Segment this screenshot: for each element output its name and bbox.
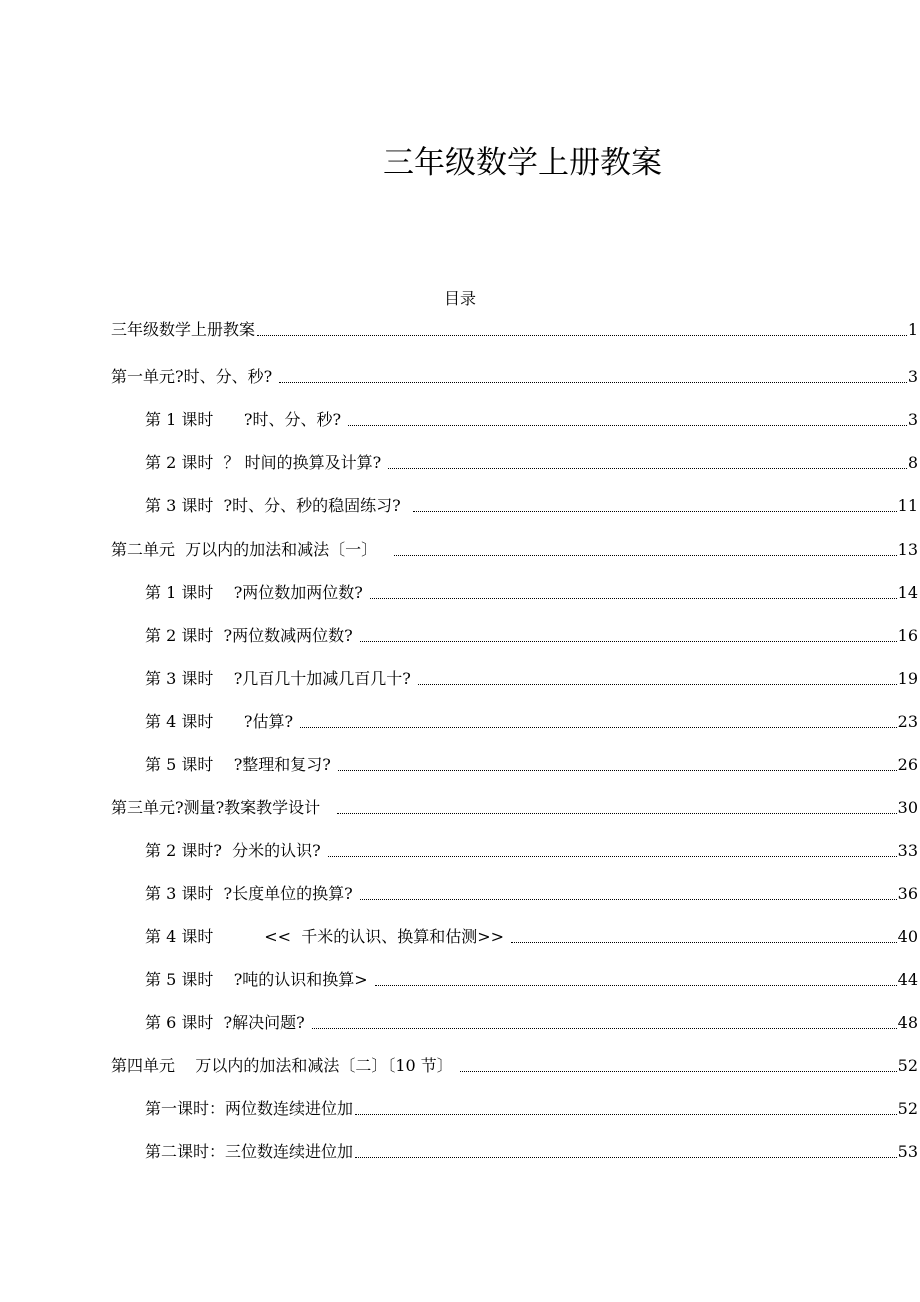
toc-entry-lesson[interactable] — [145, 404, 918, 430]
toc-entry-lesson[interactable] — [145, 620, 918, 646]
document-title: 三年级数学上册教案 — [383, 145, 662, 181]
toc-entry-text: 第 3 课时 ?几百几十加减几百几十? — [145, 669, 416, 688]
toc-entry-unit-3[interactable] — [111, 792, 918, 818]
toc-entry-text: 第二单元 万以内的加法和减法〔一〕 — [111, 540, 393, 559]
toc-entry-unit-2[interactable] — [111, 534, 918, 560]
toc-entry-text: 第 6 课时 ?解决问题? — [145, 1013, 310, 1032]
toc-page-number: 19 — [897, 669, 918, 688]
toc-entry-lesson[interactable] — [145, 577, 918, 603]
toc-dot-leader — [413, 511, 897, 512]
toc-page-number: 13 — [897, 540, 918, 559]
toc-entry-text: 第 2 课时 ？ 时间的换算及计算? — [145, 453, 387, 472]
toc-entry-text: 三年级数学上册教案 — [111, 320, 256, 339]
toc-page-number: 8 — [907, 453, 918, 472]
toc-entry-lesson[interactable] — [145, 878, 918, 904]
toc-dot-leader — [337, 813, 896, 814]
toc-dot-leader — [388, 468, 907, 469]
toc-dot-leader — [355, 1114, 897, 1115]
toc-entry-lesson[interactable] — [145, 1136, 918, 1162]
toc-entry-text: 第 5 课时 ?吨的认识和换算> — [145, 970, 373, 989]
toc-entry-text: 第 3 课时 ?时、分、秒的稳固练习? — [145, 496, 411, 515]
toc-page-number: 26 — [897, 755, 918, 774]
toc-page-number: 14 — [897, 583, 918, 602]
toc-entry-text: 第 4 课时 << 千米的认识、换算和估测>> — [145, 927, 510, 946]
toc-page-number: 23 — [897, 712, 918, 731]
toc-entry-unit-4[interactable] — [111, 1050, 918, 1076]
toc-page-number: 40 — [897, 927, 918, 946]
toc-dot-leader — [312, 1028, 897, 1029]
toc-dot-leader — [370, 598, 897, 599]
toc-entry-lesson[interactable] — [145, 447, 918, 473]
toc-dot-leader — [418, 684, 897, 685]
toc-dot-leader — [394, 555, 896, 556]
toc-entry-text: 第 5 课时 ?整理和复习? — [145, 755, 336, 774]
toc-entry-lesson[interactable] — [145, 706, 918, 732]
toc-entry-lesson[interactable] — [145, 921, 918, 947]
toc-entry-text: 第四单元 万以内的加法和减法〔二〕〔10 节〕 — [111, 1056, 458, 1075]
toc-entry-lesson[interactable] — [145, 1007, 918, 1033]
toc-page-number: 3 — [907, 410, 918, 429]
toc-entry-text: 第二课时：三位数连续进位加 — [145, 1142, 354, 1161]
toc-dot-leader — [348, 425, 907, 426]
toc-dot-leader — [360, 899, 897, 900]
toc-page-number: 30 — [897, 798, 918, 817]
toc-dot-leader — [360, 641, 897, 642]
toc-entry-lesson[interactable] — [145, 1093, 918, 1119]
toc-dot-leader — [355, 1157, 897, 1158]
toc-dot-leader — [460, 1071, 897, 1072]
toc-entry-title[interactable] — [111, 314, 918, 340]
toc-page-number: 48 — [897, 1013, 918, 1032]
toc-page-number: 53 — [897, 1142, 918, 1161]
toc-heading: 目录 — [443, 289, 476, 308]
toc-entry-text: 第三单元?测量?教案教学设计 — [111, 798, 336, 817]
toc-page-number: 16 — [897, 626, 918, 645]
toc-dot-leader — [375, 985, 897, 986]
toc-entry-text: 第 2 课时? 分米的认识? — [145, 841, 326, 860]
toc-page-number: 11 — [897, 496, 918, 515]
toc-page-number: 3 — [907, 367, 918, 386]
toc-dot-leader — [338, 770, 897, 771]
toc-page-number: 36 — [897, 884, 918, 903]
toc-entry-lesson[interactable] — [145, 663, 918, 689]
toc-entry-text: 第 2 课时 ?两位数减两位数? — [145, 626, 358, 645]
toc-entry-text: 第 3 课时 ?长度单位的换算? — [145, 884, 358, 903]
toc-entry-lesson[interactable] — [145, 490, 918, 516]
toc-entry-lesson[interactable] — [145, 964, 918, 990]
toc-page-number: 44 — [897, 970, 918, 989]
toc-entry-lesson[interactable] — [145, 749, 918, 775]
toc-dot-leader — [279, 382, 907, 383]
toc-page-number: 33 — [897, 841, 918, 860]
toc-dot-leader — [511, 942, 897, 943]
toc-entry-text: 第一单元?时、分、秒? — [111, 367, 278, 386]
toc-dot-leader — [257, 335, 907, 336]
toc-entry-text: 第一课时：两位数连续进位加 — [145, 1099, 354, 1118]
toc-page-number: 52 — [897, 1099, 918, 1118]
toc-entry-lesson[interactable] — [145, 835, 918, 861]
toc-page-number: 1 — [907, 320, 918, 339]
toc-entry-unit-1[interactable] — [111, 361, 918, 387]
toc-entry-text: 第 1 课时 ?时、分、秒? — [145, 410, 347, 429]
toc-entry-text: 第 1 课时 ?两位数加两位数? — [145, 583, 368, 602]
toc-page-number: 52 — [897, 1056, 918, 1075]
toc-dot-leader — [300, 727, 897, 728]
toc-dot-leader — [328, 856, 897, 857]
toc-entry-text: 第 4 课时 ?估算? — [145, 712, 299, 731]
